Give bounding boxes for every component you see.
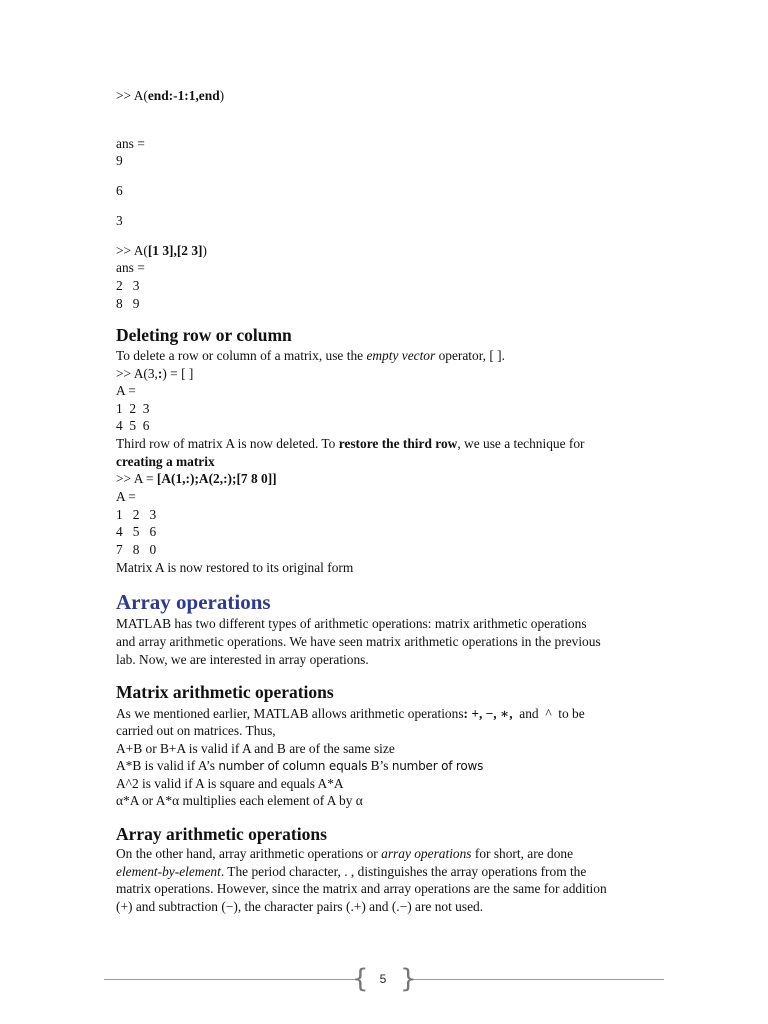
output-value: 3 [116,213,123,228]
paragraph-line: A*B is valid if A’s number of column equals B’s number of rows [116,758,484,773]
output-row: 2 3 [116,278,140,293]
paragraph-line: α*A or A*α multiplies each element of A by α [116,793,363,808]
output-row: 4 5 6 [116,418,150,433]
output-value: 9 [116,153,123,168]
paragraph-line: As we mentioned earlier, MATLAB allows arithmetic operations: +, −, ∗, and ^ to be [116,706,585,721]
paragraph-line: MATLAB has two different types of arithmetic operations: matrix arithmetic operations [116,616,587,631]
paragraph-line: To delete a row or column of a matrix, use the empty vector operator, [ ]. [116,348,505,363]
section-heading: Deleting row or column [116,325,292,345]
chapter-heading: Array operations [116,590,271,614]
paragraph-line: Third row of matrix A is now deleted. To restore the third row, we use a technique for [116,436,585,451]
ans-label: ans = [116,136,145,151]
paragraph-line: carried out on matrices. Thus, [116,723,276,738]
section-heading: Array arithmetic operations [116,824,327,844]
output-row: 1 2 3 [116,401,150,416]
output-row: 4 5 6 [116,524,157,539]
output-row: 7 8 0 [116,542,157,557]
output-value: 6 [116,183,123,198]
paragraph-line: Matrix A is now restored to its original form [116,560,354,575]
paragraph-line: and array arithmetic operations. We have seen matrix arithmetic operations in the previous [116,634,601,649]
page-number: 5 [379,972,387,986]
paragraph-line: (+) and subtraction (−), the character pairs (.+) and (.−) are not used. [116,899,484,914]
matlab-command: >> A = [A(1,:);A(2,:);[7 8 0]] [116,471,277,486]
paragraph-line: On the other hand, array arithmetic operations or array operations for short, are done [116,846,574,861]
paragraph-line: lab. Now, we are interested in array operations. [116,652,369,667]
section-heading: Matrix arithmetic operations [116,682,334,702]
ans-label: ans = [116,260,145,275]
paragraph-line: creating a matrix [116,454,215,469]
matlab-command: >> A([1 3],[2 3]) [116,243,207,258]
footer-brace-left: { [352,964,369,994]
footer-brace-right: } [400,964,417,994]
paragraph-line: A+B or B+A is valid if A and B are of the same size [116,741,395,756]
footer-rule-left [104,979,356,980]
output-row: 1 2 3 [116,507,157,522]
output-row: 8 9 [116,296,140,311]
paragraph-line: element-by-element. The period character, . , distinguishes the array operations from the [116,864,587,879]
matlab-command: >> A(3,:) = [ ] [116,366,194,381]
ans-label: A = [116,383,136,398]
ans-label: A = [116,489,136,504]
footer-rule-right [412,979,664,980]
paragraph-line: A^2 is valid if A is square and equals A*A [116,776,344,791]
matlab-command: >> A(end:-1:1,end) [116,88,225,103]
paragraph-line: matrix operations. However, since the matrix and array operations are the same for addition [116,881,607,896]
